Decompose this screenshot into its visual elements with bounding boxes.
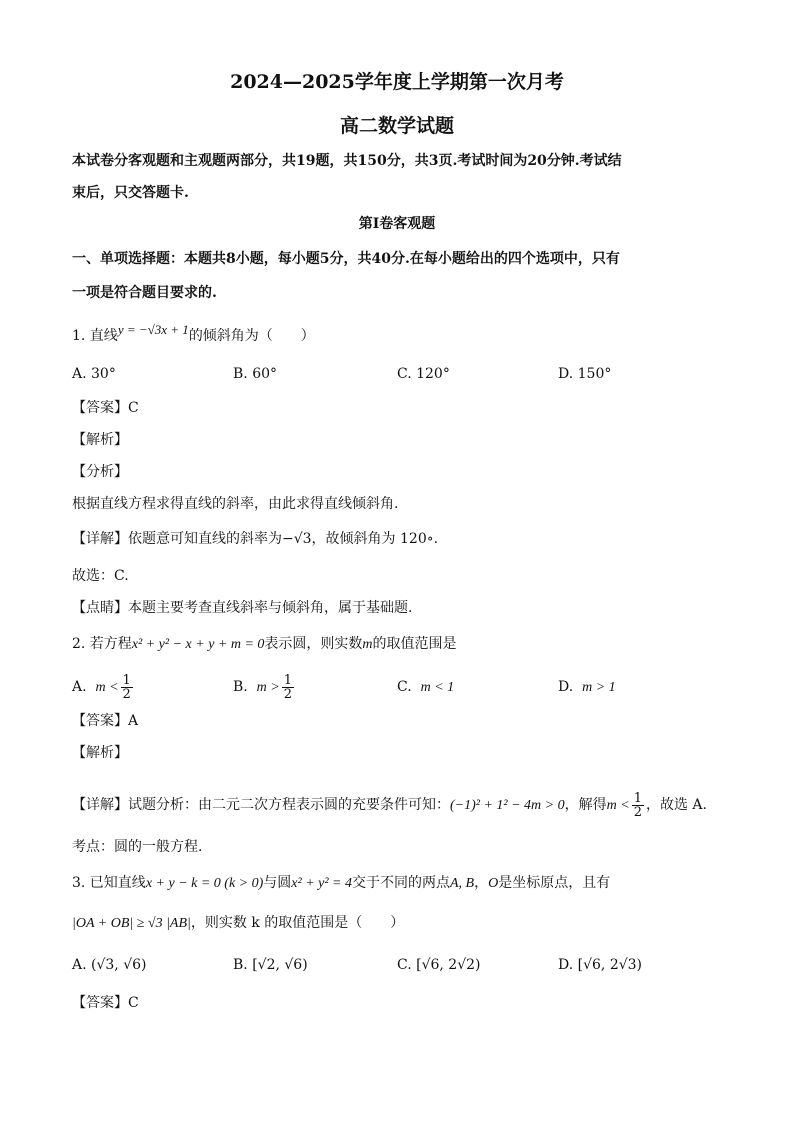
q3-points: A, B <box>450 876 475 891</box>
answer-tag: 【答案】 <box>72 400 128 416</box>
q2-detail-formula: (−1)² + 1² − 4m > 0 <box>450 798 565 813</box>
q1-detail <box>72 529 438 549</box>
q3-suffix: 是坐标原点，且有 <box>498 875 611 891</box>
q1-comment-text: 本题主要考查直线斜率与倾斜角，属于基础题. <box>128 600 413 616</box>
q1-option-c: C. 120° <box>397 366 450 382</box>
question-2 <box>72 634 457 655</box>
part1-heading-line-1: 一、单项选择题：本题共8小题，每小题5分，共40分.在每小题给出的四个选项中，只有 <box>72 251 620 267</box>
q2-option-c-label: C. <box>397 679 412 695</box>
q3-cond: |OA + OB| ≥ √3 |AB| <box>72 916 191 931</box>
q2-analysis-tag: 【解析】 <box>72 745 128 761</box>
q2-option-a-frac <box>121 674 133 701</box>
frac-den: 2 <box>633 804 642 820</box>
q2-detail-b: ，解得 <box>564 797 607 813</box>
q2-prefix: 2. 若方程 <box>72 636 132 652</box>
comment-tag: 【点睛】 <box>72 600 128 616</box>
q3-option-c: C. [√6, 2√2) <box>397 957 481 973</box>
q1-fenxi-text: 根据直线方程求得直线的斜率，由此求得直线倾斜角. <box>72 496 399 512</box>
q2-option-a-rel: m < <box>95 680 119 695</box>
q1-formula: y = −√3x + 1 <box>117 322 189 337</box>
part1-heading-line-2: 一项是符合题目要求的. <box>72 285 217 301</box>
frac-num: 1 <box>283 672 292 688</box>
q3-mid-2: 交于不同的两点 <box>352 875 450 891</box>
q2-suffix: 表示圆，则实数 <box>264 636 363 652</box>
q2-answer-value: A <box>128 713 139 729</box>
q2-suffix-2: 的取值范围是 <box>372 636 457 652</box>
intro-line-1: 本试卷分客观题和主观题两部分，共19题，共150分，共3页.考试时间为20分钟.考试结 <box>72 153 622 169</box>
q2-var: m <box>362 637 373 652</box>
q2-detail-rel: m < <box>606 798 630 813</box>
q2-detail-a: 试题分析：由二元二次方程表示圆的充要条件可知： <box>128 797 450 813</box>
q2-detail-c: ，故选 A. <box>645 797 707 813</box>
q1-choice: 故选：C. <box>72 568 129 584</box>
exam-subtitle: 高二数学试题 <box>339 115 454 137</box>
q2-option-b-label: B. <box>233 679 248 695</box>
q1-answer <box>72 398 139 418</box>
q1-detail-text: 依题意可知直线的斜率为−√3，故倾斜角为 120∘. <box>128 531 439 547</box>
q3-option-b: B. [√2, √6) <box>233 957 308 973</box>
q3-option-d: D. [√6, 2√3) <box>558 957 643 973</box>
q3-cond-suffix: ，则实数 k 的取值范围是（ ） <box>190 915 405 931</box>
frac-den: 2 <box>283 686 292 702</box>
q3-prefix: 3. 已知直线 <box>72 875 146 891</box>
exam-title: 2024—2025学年度上学期第一次月考 <box>230 71 564 93</box>
question-1 <box>72 322 315 346</box>
q1-suffix: 的倾斜角为（ ） <box>188 328 315 344</box>
q2-detail-frac <box>632 792 644 819</box>
q1-fenxi-tag: 【分析】 <box>72 464 128 480</box>
q2-option-d-text: m > 1 <box>582 680 616 695</box>
q2-option-d-label: D. <box>558 679 574 695</box>
q2-option-a-label: A. <box>72 679 87 695</box>
q1-option-b: B. 60° <box>233 366 278 382</box>
q3-condition <box>72 913 404 934</box>
frac-num: 1 <box>122 672 131 688</box>
q3-answer <box>72 993 139 1013</box>
q2-option-c <box>397 677 454 698</box>
q3-formula-2: x² + y² = 4 <box>291 876 352 891</box>
q2-option-b-frac <box>282 674 294 701</box>
q3-mid-3: ， <box>474 875 489 891</box>
frac-den: 2 <box>122 686 131 702</box>
q1-prefix: 1. 直线 <box>72 328 118 344</box>
q3-option-a: A. (√3, √6) <box>72 957 147 973</box>
answer-tag: 【答案】 <box>72 995 128 1011</box>
q2-kaodian: 考点：圆的一般方程. <box>72 839 203 855</box>
question-3 <box>72 873 610 894</box>
q1-comment <box>72 598 412 618</box>
answer-tag: 【答案】 <box>72 713 128 729</box>
q2-option-b <box>233 670 296 705</box>
q2-option-a <box>72 670 135 705</box>
detail-tag: 【详解】 <box>72 531 128 547</box>
q2-formula: x² + y² − x + y + m = 0 <box>131 637 265 652</box>
q2-option-d <box>558 677 616 698</box>
frac-num: 1 <box>633 790 642 806</box>
q2-detail <box>72 788 707 823</box>
q3-answer-value: C <box>128 995 139 1011</box>
q2-option-c-text: m < 1 <box>420 680 455 695</box>
detail-tag: 【详解】 <box>72 797 128 813</box>
q1-option-a: A. 30° <box>72 366 116 382</box>
q1-answer-value: C <box>128 400 139 416</box>
q2-answer <box>72 711 138 731</box>
q1-option-d: D. 150° <box>558 366 612 382</box>
q3-mid: 与圆 <box>263 875 292 891</box>
q2-option-b-rel: m > <box>256 680 280 695</box>
q3-formula: x + y − k = 0 (k > 0) <box>145 876 264 891</box>
q1-analysis-tag: 【解析】 <box>72 432 128 448</box>
section-title: 第I卷客观题 <box>358 216 436 232</box>
q3-origin: O <box>488 876 499 891</box>
intro-line-2: 束后，只交答题卡. <box>72 185 189 201</box>
